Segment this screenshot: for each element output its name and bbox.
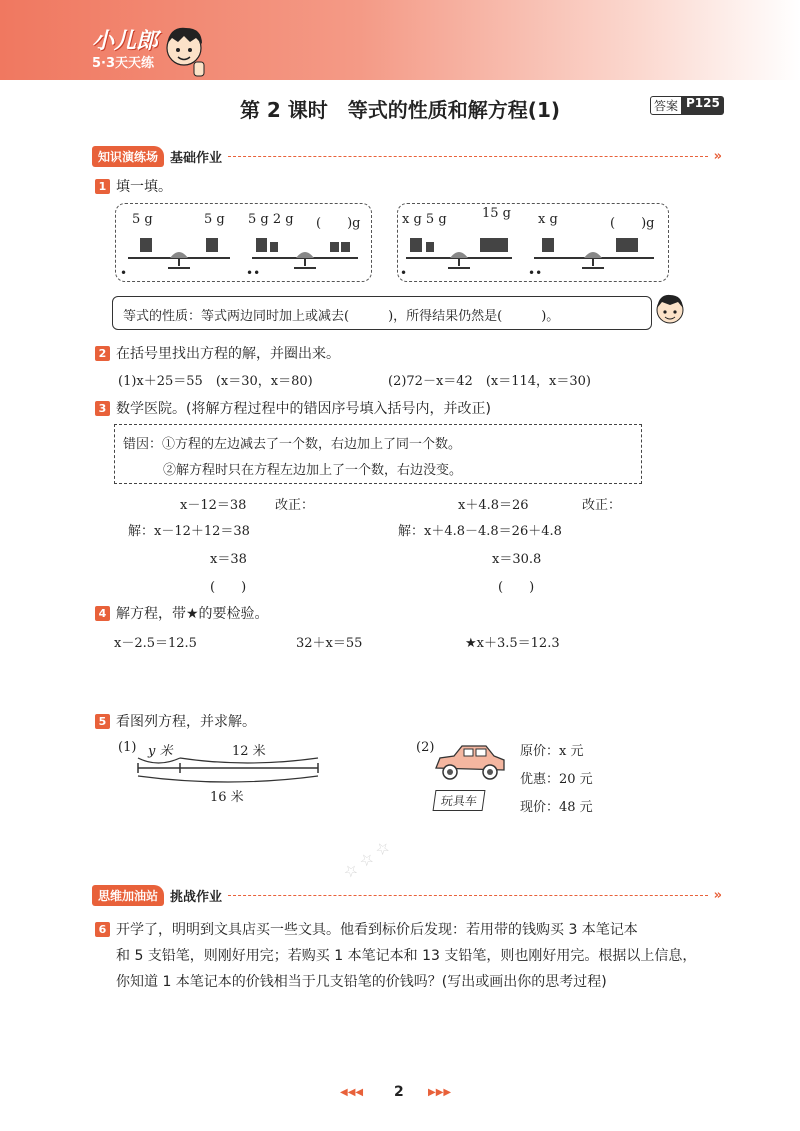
question-text: 在括号里找出方程的解，并圈出来。 xyxy=(116,346,340,362)
scale-icon xyxy=(528,230,662,278)
logo: 小儿郎 xyxy=(92,29,159,54)
question-number: 1 xyxy=(95,179,110,194)
question-text: 填一填。 xyxy=(116,179,172,195)
question-number: 5 xyxy=(95,714,110,729)
section-subtitle: 挑战作业 xyxy=(170,890,223,905)
original-price: 原价：x 元 xyxy=(520,744,584,759)
left-answer-blank[interactable]: ( ) xyxy=(210,580,247,595)
chevron-right-icon: » xyxy=(713,149,722,164)
scale-right-label: ( )g xyxy=(316,216,361,231)
section-divider xyxy=(228,895,708,896)
balance-scale xyxy=(400,206,518,278)
line-segment-diagram xyxy=(136,754,326,788)
scale-right-label: 15 g xyxy=(482,206,511,221)
section-subtitle: 基础作业 xyxy=(170,151,223,166)
error-reason-2: ②解方程时只在方程左边加上了一个数，右边没变。 xyxy=(163,463,463,478)
scale-dots: •• xyxy=(246,266,261,280)
question-6 xyxy=(95,917,735,995)
q6-line-1: 开学了，明明到文具店买一些文具。他看到标价后发现：若用带的钱购买 3 本笔记本 xyxy=(116,922,638,938)
section-challenge-header xyxy=(92,885,722,906)
right-answer-blank[interactable]: ( ) xyxy=(498,580,535,595)
scale-left-label: x g 5 g xyxy=(402,212,447,227)
page-number: 2 xyxy=(394,1084,404,1100)
right-step-1: 解：x＋4.8－4.8＝26＋4.8 xyxy=(398,524,562,539)
scale-icon xyxy=(246,230,366,278)
discount: 优惠：20 元 xyxy=(520,772,593,787)
question-5 xyxy=(95,711,256,731)
toy-car-label: 玩具车 xyxy=(433,790,486,811)
page-title: 第 2 课时 等式的性质和解方程(1) xyxy=(239,98,561,122)
question-text: 数学医院。(将解方程过程中的错因序号填入括号内，并改正) xyxy=(116,401,491,417)
balance-scale xyxy=(120,206,238,278)
rule-box xyxy=(112,296,652,330)
q6-line-2: 和 5 支铅笔，则刚好用完；若购买 1 本笔记本和 13 支铅笔，则也刚好用完。根据以上信息， xyxy=(116,948,697,964)
chevron-right-icon: » xyxy=(713,888,722,903)
question-4 xyxy=(95,603,269,623)
q2-item-2: (2)72－x＝42 (x＝114，x＝30) xyxy=(388,374,591,389)
left-equation: x－12＝38 xyxy=(180,498,247,513)
error-reasons-box xyxy=(114,424,642,484)
balance-scale xyxy=(528,206,662,278)
section-basic-header xyxy=(92,146,722,167)
boy-mascot-icon xyxy=(160,22,210,80)
scale-dot: • xyxy=(400,266,408,280)
current-price: 现价：48 元 xyxy=(520,800,593,815)
question-text: 解方程，带★的要检验。 xyxy=(116,606,269,622)
segment-12-label: 12 米 xyxy=(232,744,266,759)
q5-part-2-label: (2) xyxy=(416,740,435,755)
answer-reference xyxy=(650,96,724,115)
q5-part-1-label: (1) xyxy=(118,740,137,755)
left-step-2: x＝38 xyxy=(210,552,247,567)
error-reason-1: 错因：①方程的左边减去了一个数，右边加上了同一个数。 xyxy=(123,437,462,452)
question-number: 4 xyxy=(95,606,110,621)
question-text: 看图列方程，并求解。 xyxy=(116,714,256,730)
scale-dot: • xyxy=(120,266,128,280)
rule-text: 等式的性质：等式两边同时加上或减去( )，所得结果仍然是( )。 xyxy=(123,309,560,324)
answer-label: 答案 xyxy=(650,96,682,115)
logo-subtitle: 5·3天天练 xyxy=(92,56,155,71)
q4-item-3: ★x＋3.5＝12.3 xyxy=(465,636,560,651)
q4-item-1: x－2.5＝12.5 xyxy=(114,636,197,651)
scale-dots: •• xyxy=(528,266,543,280)
boy-icon xyxy=(650,290,690,334)
right-fix-label: 改正： xyxy=(582,498,622,513)
balance-scale xyxy=(246,206,366,278)
section-tag: 知识演练场 xyxy=(92,146,164,167)
segment-total-label: 16 米 xyxy=(210,790,244,805)
q2-item-1: (1)x＋25＝55 (x＝30，x＝80) xyxy=(118,374,313,389)
watermark: ☆ ☆ ☆ xyxy=(339,836,394,883)
q4-item-2: 32＋x＝55 xyxy=(296,636,363,651)
left-fix-label: 改正： xyxy=(275,498,315,513)
right-step-2: x＝30.8 xyxy=(492,552,542,567)
segment-y-label: y 米 xyxy=(148,744,173,759)
question-2 xyxy=(95,343,340,363)
next-arrows-icon: ▶▶▶ xyxy=(428,1087,452,1098)
section-divider xyxy=(228,156,708,157)
q6-line-3: 你知道 1 本笔记本的价钱相当于几支铅笔的价钱吗？(写出或画出你的思考过程) xyxy=(116,974,607,990)
section-tag: 思维加油站 xyxy=(92,885,164,906)
toy-car-icon xyxy=(432,740,508,784)
right-equation: x＋4.8＝26 xyxy=(458,498,529,513)
scale-icon xyxy=(400,230,518,278)
question-number: 2 xyxy=(95,346,110,361)
question-number: 3 xyxy=(95,401,110,416)
prev-arrows-icon: ◀◀◀ xyxy=(340,1087,364,1098)
answer-page: P125 xyxy=(682,96,724,115)
scale-left-label: 5 g xyxy=(132,212,153,227)
scale-right-label: ( )g xyxy=(610,216,655,231)
scale-left-label: 5 g 2 g xyxy=(248,212,294,227)
scale-right-label: 5 g xyxy=(204,212,225,227)
question-1 xyxy=(95,176,172,196)
left-step-1: 解：x－12＋12＝38 xyxy=(128,524,250,539)
question-number: 6 xyxy=(95,922,110,937)
scale-left-label: x g xyxy=(538,212,558,227)
question-3 xyxy=(95,398,491,418)
scale-icon xyxy=(120,230,238,278)
